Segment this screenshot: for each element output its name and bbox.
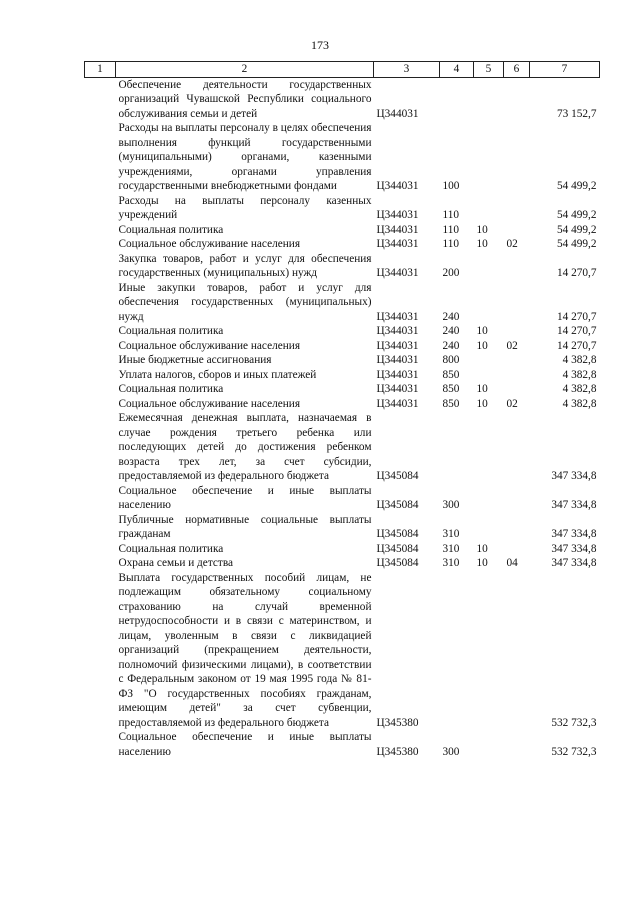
item-name: Обеспечение деятельности государственных организаций Чувашской Республики социального обслуживания семьи и детей bbox=[118, 78, 372, 120]
expense-type-code: 240 bbox=[442, 325, 460, 337]
column-header-4: 4 bbox=[440, 62, 474, 78]
subsection-code bbox=[504, 382, 530, 397]
section-code: 10 bbox=[476, 238, 488, 250]
subsection-code: 04 bbox=[506, 557, 518, 569]
row-number-cell bbox=[85, 484, 116, 513]
amount-value: 4 382,8 bbox=[562, 397, 597, 410]
item-name: Иные бюджетные ассигнования bbox=[118, 354, 272, 366]
table-row bbox=[85, 484, 600, 513]
item-name: Иные закупки товаров, работ и услуг для обеспечения государственных (муниципальных) нужд bbox=[118, 281, 372, 323]
amount-value: 73 152,7 bbox=[556, 107, 597, 120]
amount-value: 532 732,3 bbox=[551, 716, 597, 729]
subsection-code bbox=[504, 281, 530, 325]
row-number-cell bbox=[85, 542, 116, 557]
amount-value: 347 334,8 bbox=[551, 470, 597, 482]
subsection-code bbox=[504, 77, 530, 121]
item-name: Уплата налогов, сборов и иных платежей bbox=[118, 368, 317, 381]
section-code bbox=[474, 484, 504, 513]
expense-type-code: 300 bbox=[442, 499, 460, 511]
row-number-cell bbox=[85, 223, 116, 238]
expense-type-code: 110 bbox=[442, 223, 460, 236]
expense-type-code: 850 bbox=[442, 368, 460, 381]
row-number-cell bbox=[85, 730, 116, 759]
item-name: Закупка товаров, работ и услуг для обеспечения государственных (муниципальных) нужд bbox=[118, 252, 372, 279]
subsection-code bbox=[504, 571, 530, 731]
amount-value: 54 499,2 bbox=[556, 238, 597, 250]
section-code: 10 bbox=[476, 397, 488, 410]
table-row bbox=[85, 397, 600, 412]
column-header-5: 5 bbox=[474, 62, 504, 78]
table-row bbox=[85, 571, 600, 731]
target-article-code: Ц344031 bbox=[376, 267, 419, 279]
amount-value: 4 382,8 bbox=[562, 368, 597, 381]
item-name: Расходы на выплаты персоналу казенных учреждений bbox=[118, 194, 372, 221]
table-row bbox=[85, 77, 600, 121]
section-code bbox=[474, 194, 504, 223]
table-row bbox=[85, 382, 600, 397]
target-article-code: Ц344031 bbox=[376, 325, 419, 337]
section-code bbox=[474, 77, 504, 121]
amount-value: 14 270,7 bbox=[556, 310, 597, 323]
section-code bbox=[474, 121, 504, 194]
item-name: Выплата государственных пособий лицам, не подлежащим обязательному социальному страхованию на случай временной нетрудоспособности и в связи с материнством, и лицам, уволенным в связи с ликвидацией организаций (прекращением деятельности, полномочий физическими лицами), в соответствии с Федеральным законом от 19 мая 1995 года № 81-ФЗ "О государственных пособиях гражданам, имеющим детей" за счет субвенции, предоставляемой из федерального бюджета bbox=[118, 571, 372, 729]
row-number-cell bbox=[85, 324, 116, 339]
subsection-code bbox=[504, 353, 530, 368]
table-row bbox=[85, 542, 600, 557]
row-number-cell bbox=[85, 194, 116, 223]
amount-value: 14 270,7 bbox=[556, 267, 597, 279]
section-code: 10 bbox=[476, 325, 488, 337]
item-name: Социальное обеспечение и иные выплаты населению bbox=[118, 484, 372, 511]
amount-value: 532 732,3 bbox=[551, 745, 597, 758]
table-row bbox=[85, 252, 600, 281]
expense-type-code: 300 bbox=[442, 745, 460, 758]
column-header-7: 7 bbox=[530, 62, 600, 78]
row-number-cell bbox=[85, 339, 116, 354]
section-code bbox=[474, 730, 504, 759]
item-name: Расходы на выплаты персоналу в целях обеспечения выполнения функций государственными (муниципальными) органами, казенными учреждениями, органами управления государственными внебюджетными фондами bbox=[118, 122, 372, 192]
column-header-6: 6 bbox=[504, 62, 530, 78]
subsection-code bbox=[504, 121, 530, 194]
target-article-code: Ц344031 bbox=[376, 223, 419, 236]
item-name: Социальное обеспечение и иные выплаты населению bbox=[118, 731, 372, 758]
budget-table bbox=[84, 61, 600, 759]
column-header-2: 2 bbox=[116, 62, 374, 78]
expense-type-code: 200 bbox=[442, 267, 460, 279]
table-body bbox=[85, 77, 600, 759]
subsection-code bbox=[504, 368, 530, 383]
expense-type-code bbox=[440, 571, 474, 731]
subsection-code: 02 bbox=[506, 339, 518, 352]
page-number: 173 bbox=[311, 38, 329, 52]
table-row bbox=[85, 353, 600, 368]
subsection-code bbox=[504, 252, 530, 281]
target-article-code: Ц344031 bbox=[376, 354, 419, 366]
target-article-code: Ц344031 bbox=[376, 339, 419, 352]
item-name: Ежемесячная денежная выплата, назначаемая в случае рождения третьего ребенка или последующих детей до достижения ребенком возраста трех лет, за счет субсидии, предоставляемой из федерального бюджета bbox=[118, 412, 372, 482]
subsection-code bbox=[504, 730, 530, 759]
table-row bbox=[85, 223, 600, 238]
section-code: 10 bbox=[476, 557, 488, 569]
expense-type-code bbox=[440, 77, 474, 121]
row-number-cell bbox=[85, 571, 116, 731]
table-row bbox=[85, 281, 600, 325]
item-name: Социальное обслуживание населения bbox=[118, 339, 301, 352]
expense-type-code: 310 bbox=[442, 557, 460, 569]
expense-type-code bbox=[440, 411, 474, 484]
amount-value: 54 499,2 bbox=[556, 180, 597, 192]
amount-value: 14 270,7 bbox=[556, 339, 597, 352]
section-code: 10 bbox=[476, 542, 488, 555]
item-name: Социальная политика bbox=[118, 223, 224, 236]
target-article-code: Ц344031 bbox=[376, 209, 419, 221]
column-header-1: 1 bbox=[85, 62, 116, 78]
item-name: Социальная политика bbox=[118, 383, 224, 395]
target-article-code: Ц345084 bbox=[376, 470, 419, 482]
item-name: Охрана семьи и детства bbox=[118, 557, 234, 569]
expense-type-code: 850 bbox=[442, 383, 460, 395]
row-number-cell bbox=[85, 368, 116, 383]
expense-type-code: 310 bbox=[442, 528, 460, 540]
expense-type-code: 310 bbox=[442, 542, 460, 555]
amount-value: 347 334,8 bbox=[551, 528, 597, 540]
expense-type-code: 240 bbox=[442, 310, 460, 323]
row-number-cell bbox=[85, 237, 116, 252]
target-article-code: Ц344031 bbox=[376, 397, 419, 410]
table-header bbox=[85, 62, 600, 78]
amount-value: 347 334,8 bbox=[551, 557, 597, 569]
subsection-code bbox=[504, 411, 530, 484]
section-code: 10 bbox=[476, 339, 488, 352]
amount-value: 347 334,8 bbox=[551, 499, 597, 511]
table-row bbox=[85, 730, 600, 759]
expense-type-code: 100 bbox=[442, 180, 460, 192]
table-row bbox=[85, 194, 600, 223]
row-number-cell bbox=[85, 353, 116, 368]
target-article-code: Ц344031 bbox=[376, 368, 419, 381]
item-name: Социальная политика bbox=[118, 542, 224, 555]
column-header-3: 3 bbox=[374, 62, 440, 78]
row-number-cell bbox=[85, 252, 116, 281]
row-number-cell bbox=[85, 382, 116, 397]
section-code: 10 bbox=[476, 223, 488, 236]
expense-type-code: 800 bbox=[442, 354, 460, 366]
subsection-code: 02 bbox=[506, 397, 518, 410]
table-row bbox=[85, 237, 600, 252]
amount-value: 54 499,2 bbox=[556, 209, 597, 221]
table-row bbox=[85, 411, 600, 484]
subsection-code: 02 bbox=[506, 238, 518, 250]
subsection-code bbox=[504, 194, 530, 223]
subsection-code bbox=[504, 513, 530, 542]
target-article-code: Ц345380 bbox=[376, 716, 419, 729]
section-code bbox=[474, 281, 504, 325]
expense-type-code: 240 bbox=[442, 339, 460, 352]
target-article-code: Ц344031 bbox=[376, 310, 419, 323]
table-row bbox=[85, 339, 600, 354]
section-code bbox=[474, 513, 504, 542]
amount-value: 14 270,7 bbox=[556, 325, 597, 337]
row-number-cell bbox=[85, 121, 116, 194]
section-code bbox=[474, 252, 504, 281]
target-article-code: Ц344031 bbox=[376, 383, 419, 395]
row-number-cell bbox=[85, 397, 116, 412]
row-number-cell bbox=[85, 411, 116, 484]
target-article-code: Ц344031 bbox=[376, 180, 419, 192]
subsection-code bbox=[504, 223, 530, 238]
item-name: Социальное обслуживание населения bbox=[118, 238, 301, 250]
target-article-code: Ц345084 bbox=[376, 542, 419, 555]
subsection-code bbox=[504, 484, 530, 513]
expense-type-code: 110 bbox=[442, 238, 460, 250]
target-article-code: Ц345084 bbox=[376, 499, 419, 511]
table-row bbox=[85, 324, 600, 339]
item-name: Социальное обслуживание населения bbox=[118, 397, 301, 410]
item-name: Социальная политика bbox=[118, 325, 224, 337]
amount-value: 347 334,8 bbox=[551, 542, 597, 555]
table-row bbox=[85, 121, 600, 194]
amount-value: 54 499,2 bbox=[556, 223, 597, 236]
target-article-code: Ц345380 bbox=[376, 745, 419, 758]
section-code bbox=[474, 353, 504, 368]
row-number-cell bbox=[85, 281, 116, 325]
section-code bbox=[474, 368, 504, 383]
section-code: 10 bbox=[476, 383, 488, 395]
item-name: Публичные нормативные социальные выплаты гражданам bbox=[118, 513, 372, 540]
row-number-cell bbox=[85, 556, 116, 571]
row-number-cell bbox=[85, 77, 116, 121]
target-article-code: Ц345084 bbox=[376, 557, 419, 569]
table-row bbox=[85, 368, 600, 383]
amount-value: 4 382,8 bbox=[562, 354, 597, 366]
target-article-code: Ц345084 bbox=[376, 528, 419, 540]
table-row bbox=[85, 513, 600, 542]
subsection-code bbox=[504, 324, 530, 339]
section-code bbox=[474, 571, 504, 731]
subsection-code bbox=[504, 542, 530, 557]
table-row bbox=[85, 556, 600, 571]
target-article-code: Ц344031 bbox=[376, 238, 419, 250]
target-article-code: Ц344031 bbox=[376, 107, 419, 120]
header-row bbox=[85, 62, 600, 78]
amount-value: 4 382,8 bbox=[562, 383, 597, 395]
expense-type-code: 850 bbox=[442, 397, 460, 410]
expense-type-code: 110 bbox=[442, 209, 460, 221]
row-number-cell bbox=[85, 513, 116, 542]
section-code bbox=[474, 411, 504, 484]
